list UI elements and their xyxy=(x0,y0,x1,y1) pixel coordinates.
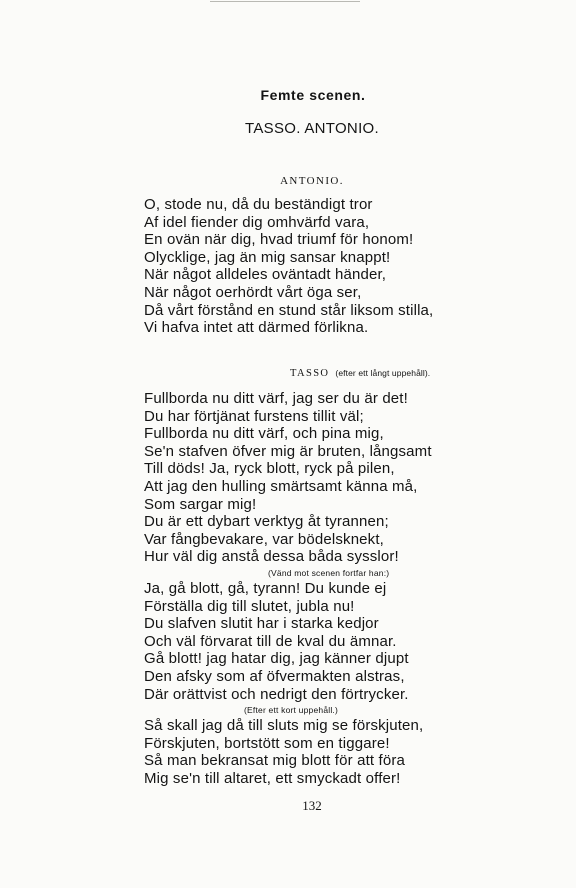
verse-line: Gå blott! jag hatar dig, jag känner djupt xyxy=(144,650,409,668)
verse-line: Den afsky som af öfvermakten alstras, xyxy=(144,667,405,685)
verse-line: Förskjuten, bortstött som en tiggare! xyxy=(144,734,390,752)
verse-line: Du slafven slutit har i starka kedjor xyxy=(144,615,379,633)
top-rule xyxy=(210,1,360,2)
stage-direction: (Efter ett kort uppehåll.) xyxy=(244,705,339,716)
persons-heading: TASSO. ANTONIO. xyxy=(245,120,379,137)
verse-line: När något alldeles oväntadt händer, xyxy=(144,266,387,284)
verse-line: Olycklige, jag än mig sansar knappt! xyxy=(144,248,391,266)
verse-line: Till döds! Ja, ryck blott, ryck på pilen, xyxy=(144,460,395,478)
page-number: 132 xyxy=(302,798,322,813)
speaker-tasso-direction: (efter ett långt uppehåll). xyxy=(335,368,431,378)
verse-antonio xyxy=(144,196,433,337)
verse-line: Af idel fiender dig omhvärfd vara, xyxy=(144,213,370,231)
verse-line: När något oerhördt vårt öga ser, xyxy=(144,283,362,301)
verse-line: Så man bekransat mig blott för att föra xyxy=(144,752,405,770)
stage-direction: (Vänd mot scenen fortfar han:) xyxy=(268,567,390,578)
verse-line: Som sargar mig! xyxy=(144,495,257,513)
verse-line: Se'n stafven öfver mig är bruten, långsamt xyxy=(144,442,432,460)
verse-line: Förställa dig till slutet, jubla nu! xyxy=(144,597,355,615)
verse-line: Ja, gå blott, gå, tyrann! Du kunde ej xyxy=(144,579,387,597)
verse-line: Då vårt förstånd en stund står liksom stilla, xyxy=(144,301,434,319)
verse-tasso xyxy=(144,390,432,787)
verse-line: Vi hafva intet att därmed förlikna. xyxy=(144,319,369,337)
verse-line: Fullborda nu ditt värf, och pina mig, xyxy=(144,425,384,443)
speaker-antonio: ANTONIO. xyxy=(280,175,344,187)
verse-line: Hur väl dig anstå dessa båda sysslor! xyxy=(144,548,399,566)
verse-line: Du har förtjänat furstens tillit väl; xyxy=(144,407,364,425)
scene-title: Femte scenen. xyxy=(260,87,366,103)
speaker-tasso-name: TASSO xyxy=(290,368,330,379)
verse-line: Var fångbevakare, var bödelsknekt, xyxy=(144,530,384,548)
verse-line: Att jag den hulling smärtsamt känna må, xyxy=(144,477,418,495)
verse-line: Och väl förvarat till de kval du ämnar. xyxy=(144,632,397,650)
speaker-tasso xyxy=(290,368,430,379)
verse-line: O, stode nu, då du beständigt tror xyxy=(144,196,373,213)
verse-line: Fullborda nu ditt värf, jag ser du är det! xyxy=(144,390,408,407)
verse-line: Där orättvist och nedrigt den förtrycker. xyxy=(144,685,409,703)
verse-line: Så skall jag då till sluts mig se förskjuten, xyxy=(144,717,424,735)
verse-line: Du är ett dybart verktyg åt tyrannen; xyxy=(144,513,389,531)
verse-line: Mig se'n till altaret, ett smyckadt offer! xyxy=(144,769,401,787)
verse-line: En ovän när dig, hvad triumf för honom! xyxy=(144,231,414,249)
